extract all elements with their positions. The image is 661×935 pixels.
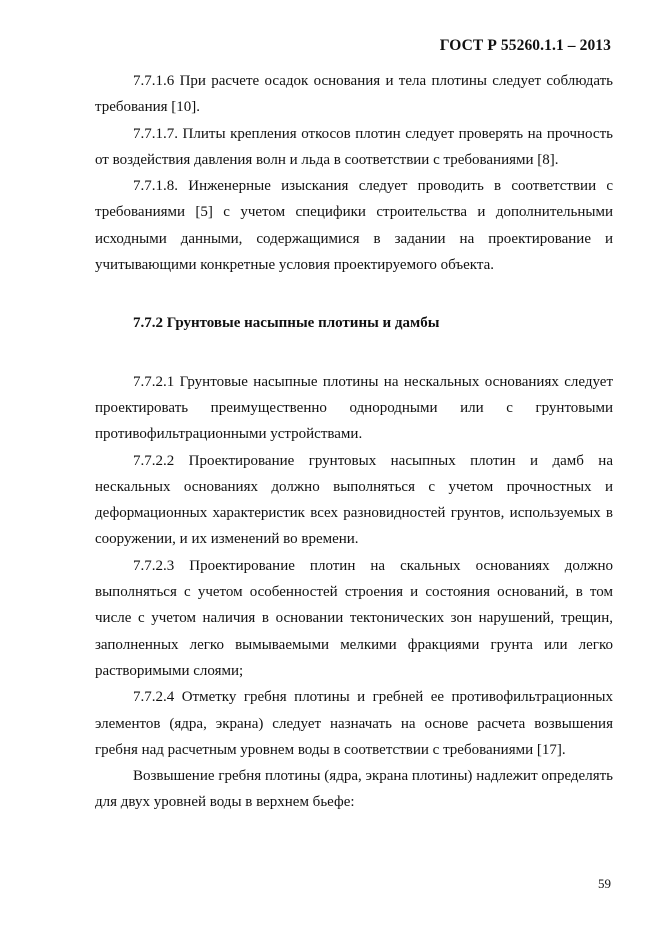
paragraph-7-7-2-3: 7.7.2.3 Проектирование плотин на скальных основаниях должно выполняться с учетом особенностей строения и состояния оснований, в том числе с учетом наличия в основании тектонических зон нарушений, трещин, заполненных легко вымываемыми мелкими фракциями грунта или легко растворимыми слоями;: [95, 557, 613, 679]
paragraph-7-7-2-2: 7.7.2.2 Проектирование грунтовых насыпных плотин и дамб на нескальных основаниях должно выполняться с учетом прочностных и деформационных характеристик всех разновидностей грунтов, используемых в сооружении, и их изменений во времени.: [95, 452, 613, 548]
section-heading-7-7-2: 7.7.2 Грунтовые насыпные плотины и дамбы: [133, 315, 440, 332]
spacer: [95, 278, 613, 310]
paragraph-7-7-1-7: 7.7.1.7. Плиты крепления откосов плотин следует проверять на прочность от воздействия давления волн и льда в соответствии с требованиями [8].: [95, 125, 613, 168]
paragraph-7-7-2-4: 7.7.2.4 Отметку гребня плотины и гребней ее противофильтрационных элементов (ядра, экрана) следует назначать на основе расчета возвышения гребня над расчетным уровнем воды в соответствии с требованиями [17].: [95, 689, 613, 758]
page-number: 59: [598, 876, 611, 891]
spacer: [95, 337, 613, 369]
document-code-header: ГОСТ Р 55260.1.1 – 2013: [439, 37, 611, 54]
paragraph-7-7-1-8: 7.7.1.8. Инженерные изыскания следует проводить в соответствии с требованиями [5] с учетом специфики строительства и дополнительными исходными данными, содержащимися в задании на проектирование и учитывающими конкретные условия проектируемого объекта.: [95, 178, 613, 274]
document-body: [95, 68, 613, 816]
paragraph-crest-elevation: Возвышение гребня плотины (ядра, экрана плотины) надлежит определять для двух уровней воды в верхнем бьефе:: [95, 768, 613, 811]
paragraph-7-7-2-1: 7.7.2.1 Грунтовые насыпные плотины на нескальных основаниях следует проектировать преимущественно однородными или с грунтовыми противофильтрационными устройствами.: [95, 373, 613, 443]
paragraph-7-7-1-6: 7.7.1.6 При расчете осадок основания и тела плотины следует соблюдать требования [10].: [95, 73, 613, 116]
